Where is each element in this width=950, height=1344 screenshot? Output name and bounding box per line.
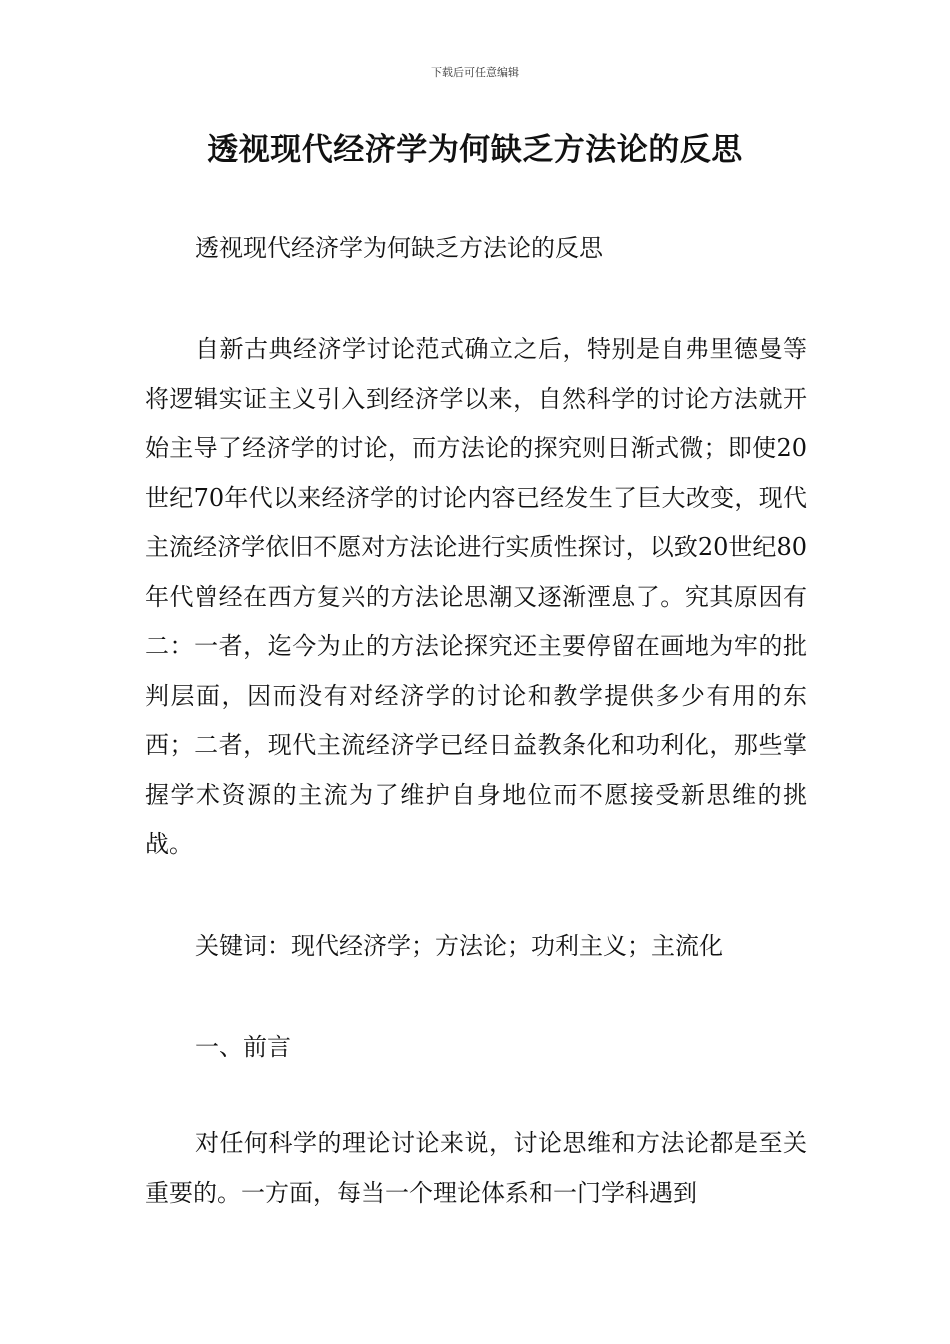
section-heading: 一、前言	[195, 1033, 291, 1061]
header-note: 下载后可任意编辑	[431, 66, 519, 79]
body-paragraph: 对任何科学的理论讨论来说，讨论思维和方法论都是至关重要的。一方面，每当一个理论体系和一门学科遇到	[145, 1129, 807, 1207]
keywords-paragraph: 关键词：现代经济学；方法论；功利主义；主流化	[195, 932, 723, 960]
document-title: 透视现代经济学为何缺乏方法论的反思	[207, 132, 743, 168]
abstract-paragraph: 自新古典经济学讨论范式确立之后，特别是自弗里德曼等将逻辑实证主义引入到经济学以来，自然科学的讨论方法就开始主导了经济学的讨论，而方法论的探究则日渐式微；即使20世纪70年代以来经济学的讨论内容已经发生了巨大改变，现代主流经济学依旧不愿对方法论进行实质性探讨，以致20世纪80年代曾经在西方复兴的方法论思潮又逐渐湮息了。究其原因有二：一者，迄今为止的方法论探究还主要停留在画地为牢的批判层面，因而没有对经济学的讨论和教学提供多少有用的东西；二者，现代主流经济学已经日益教条化和功利化，那些掌握学术资源的主流为了维护自身地位而不愿接受新思维的挑战。	[145, 335, 807, 858]
subtitle-paragraph: 透视现代经济学为何缺乏方法论的反思	[195, 234, 603, 262]
